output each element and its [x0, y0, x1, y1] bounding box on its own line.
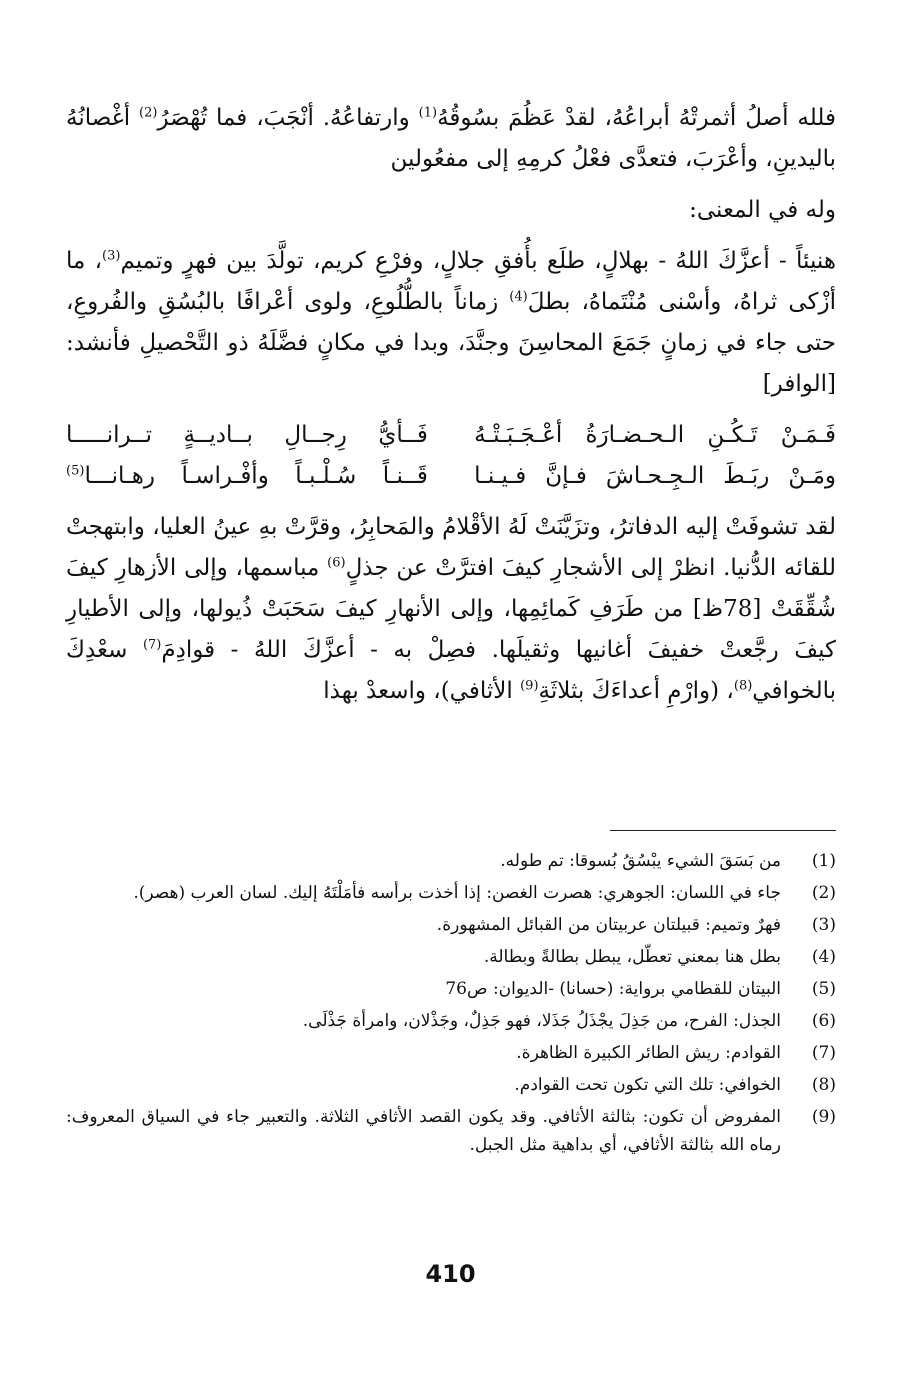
page-number: 410: [425, 1260, 476, 1288]
footnote-text: البيتان للقطامي برواية: (حسانا) -الديوان: ص76: [445, 979, 781, 999]
text-run: فلله أصلُ أثمرتْهُ أبراعُهُ، لقدْ عَظُمَ بسُوقُهُ: [437, 105, 836, 131]
footnote-number: (7): [811, 1043, 836, 1063]
footnote-text: جاء في اللسان: الجوهري: هصرت الغصن: إذا أخذت برأسه فأمَلْتَهُ إليك. لسان العرب (هصر).: [133, 883, 781, 903]
text-run: قَــنـاً سُـلْـبـاً وأفْـراسـاً رهـانـــا: [84, 463, 428, 489]
footnote-number: (6): [811, 1011, 836, 1031]
footnote-3: [66, 911, 836, 939]
text-run: ، ما أزْكى ثراهُ، وأسْنى مُنْتَماهُ، بطلَ: [66, 248, 836, 315]
footnotes: [66, 847, 836, 1163]
verse-2-second-hemistich: [66, 456, 428, 497]
footnote-number: (3): [811, 915, 836, 935]
footnote-1: [66, 847, 836, 875]
text-run: زماناً بالطُّلُوعِ، ولوى أعْرافًا بالبُسُقِ والفُروعِ، حتى جاء في زمانٍ جَمَعَ المحاسِنَ وجنَّدَ، وبدا في مكانٍ فضَّلَهُ ذو التَّحْصيلِ فأنشد: [الوافر]: [66, 289, 836, 397]
footnote-6: [66, 1007, 836, 1035]
footnote-text: بطل هنا بمعني تعطّل، يبطل بطالةً وبطالة.: [483, 947, 781, 967]
paragraph-3: [66, 241, 836, 405]
verse-line-2: [66, 456, 836, 497]
footnote-number: (9): [811, 1107, 836, 1127]
footnote-7: [66, 1039, 836, 1067]
footnote-ref: (7): [142, 637, 162, 653]
footnote-ref: (5): [66, 463, 85, 479]
text-run: وارتفاعُهُ. أنْجَبَ، فما تُهْصَرُ: [157, 105, 419, 131]
footnote-5: [66, 975, 836, 1003]
footnote-number: (1): [811, 851, 836, 871]
paragraph-1: [66, 98, 836, 180]
text-run: أغْصانُهُ باليدينِ، وأعْرَبَ، فتعدَّى فعْلُ كرمِهِ إلى مفعُولين: [66, 105, 836, 172]
footnote-text: من بَسَقَ الشيء يبْسُقُ بُسوقا: تم طوله.: [500, 851, 781, 871]
verse-1-first-hemistich: فَـمَـنْ تَـكُـنِ الـحـضـارَةُ أعْـجَـبَـتْـهُ: [474, 422, 836, 448]
text-run: مباسمها، وإلى الأزهارِ كيفَ شُقِّقَتْ [78ظ] من طَرَفِ كَمائِمِها، وإلى الأنهارِ كيفَ سَحَبَتْ ذُيولها، وإلى الأطيارِ كيفَ رجَّعتْ خفيفَ أغانيها وثقيلَها. فصِلْ به - أعزَّكَ اللهُ - قوادِمَ: [66, 555, 836, 663]
footnote-4: [66, 943, 836, 971]
footnote-text: الخوافي: تلك التي تكون تحت القوادم.: [514, 1075, 781, 1095]
footnote-text: فهرٌ وتميم: قبيلتان عربيتان من القبائل المشهورة.: [436, 915, 781, 935]
footnote-separator: [610, 830, 836, 831]
text-run: لقد تشوفَتْ إليه الدفاترُ، وتزَيَّنَتْ لَهُ الأقْلامُ والمَحابِرُ، وقرَّتْ بهِ عينُ العليا، وابتهجتْ للقائه الدُّنيا. انظرْ إلى الأشجارِ كيفَ افترَّتْ عن جذلٍ: [66, 514, 836, 581]
verse-2-first-hemistich: ومَـنْ ربَـطَ الـجِـحـاشَ فـإنَّ فـيـنـا: [474, 463, 836, 489]
verse-line-1: [66, 415, 836, 456]
footnote-ref: (8): [733, 678, 753, 694]
footnote-ref: (3): [102, 248, 121, 264]
footnote-ref: (2): [139, 105, 158, 121]
footnote-text: الجذل: الفرح، من جَذِلَ يجْذَلُ جَذَلا، فهو جَذِلٌ، وجَذْلان، وامرأة جَذْلَى.: [302, 1011, 781, 1031]
footnote-ref: (9): [520, 678, 539, 694]
paragraph-2: وله في المعنى:: [689, 197, 836, 223]
footnote-ref: (1): [418, 105, 438, 121]
text-run: هنيئاً - أعزَّكَ اللهُ - بهلالٍ، طلَع بأُفقِ جلالٍ، وفرْعِ كريم، تولَّدَ بين فهرٍ وتميم: [120, 248, 837, 274]
footnote-text: المفروض أن تكون: بثالثة الأثافي. وقد يكون القصد الأثافي الثلاثة. والتعبير جاء في السياق المعروف: رماه الله بثالثة الأثافي، أي بداهية مثل الجبل.: [66, 1107, 781, 1155]
footnote-ref: (6): [327, 555, 346, 571]
footnote-number: (5): [811, 979, 836, 999]
text-run: ، (وارْمِ أعداءَكَ بثلاثَةِ: [538, 678, 734, 704]
text-run: الأثافي)، واسعدْ بهذا: [323, 678, 521, 704]
footnote-text: القوادم: ريش الطائر الكبيرة الظاهرة.: [516, 1043, 781, 1063]
footnote-ref: (4): [509, 289, 528, 305]
footnote-8: [66, 1071, 836, 1099]
verse-1-second-hemistich: فَــأيُّ رِجــالِ بــاديــةٍ تــرانـــــا: [66, 422, 428, 448]
paragraph-4: [66, 507, 836, 712]
footnote-number: (4): [811, 947, 836, 967]
text-run: سعْدِكَ بالخوافي: [66, 637, 836, 704]
footnote-2: [66, 879, 836, 907]
footnote-number: (2): [811, 883, 836, 903]
footnote-9: [66, 1103, 836, 1159]
footnote-number: (8): [811, 1075, 836, 1095]
page-content: [66, 98, 836, 1298]
